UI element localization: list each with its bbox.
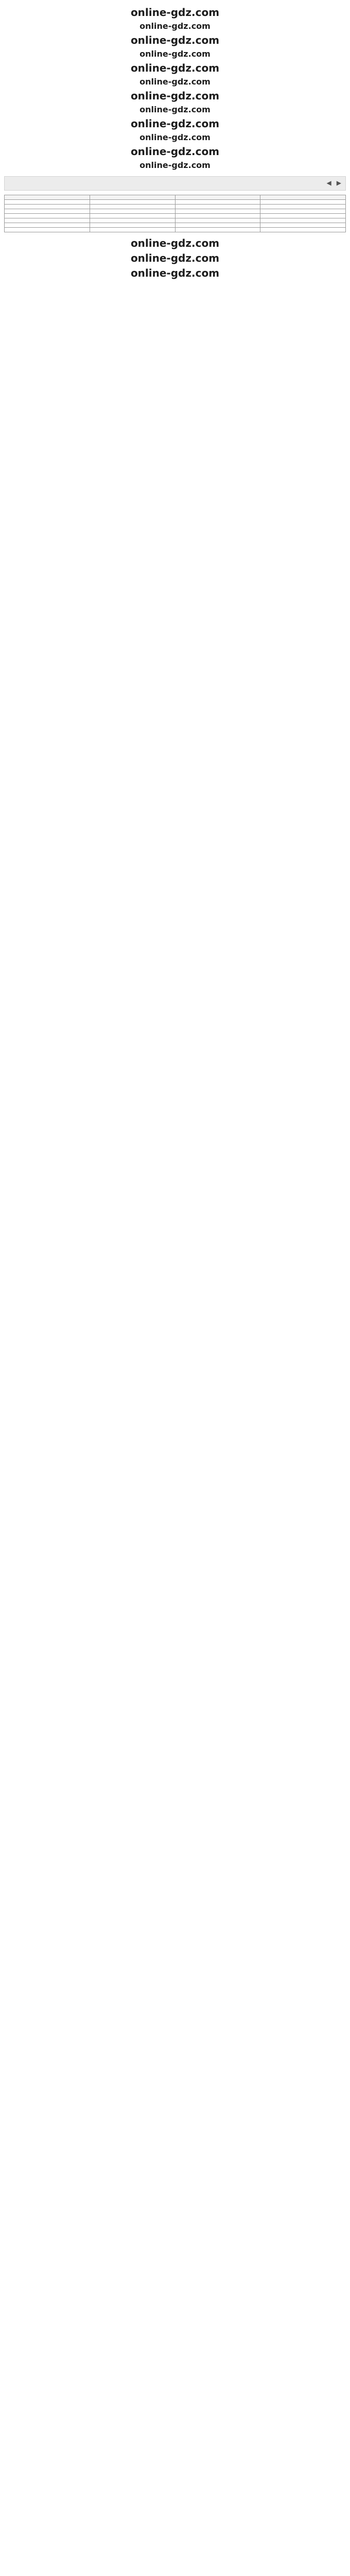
table-cell bbox=[175, 228, 260, 232]
page bbox=[0, 0, 350, 295]
table-row bbox=[5, 223, 346, 228]
answers-toolbar bbox=[4, 176, 346, 191]
table-cell bbox=[90, 223, 175, 228]
table-cell bbox=[5, 218, 90, 223]
table-row bbox=[5, 228, 346, 232]
table-cell bbox=[90, 209, 175, 214]
table-cell bbox=[90, 214, 175, 218]
table-cell bbox=[5, 200, 90, 205]
table-cell bbox=[90, 205, 175, 209]
watermark-text: online-gdz.com bbox=[130, 117, 220, 130]
table-row bbox=[5, 209, 346, 214]
table-cell bbox=[260, 223, 346, 228]
table-row bbox=[5, 218, 346, 223]
watermark-text: online-gdz.com bbox=[130, 252, 220, 264]
arrow-right-icon[interactable]: ▶ bbox=[336, 179, 341, 187]
watermark-text: online-gdz.com bbox=[139, 49, 211, 59]
table-cell bbox=[5, 214, 90, 218]
table-cell bbox=[90, 228, 175, 232]
table-cell bbox=[5, 205, 90, 209]
table-header-row bbox=[5, 195, 346, 200]
table-cell bbox=[260, 209, 346, 214]
comparison-table bbox=[4, 195, 346, 232]
watermark-text: online-gdz.com bbox=[139, 132, 211, 142]
table-row bbox=[5, 205, 346, 209]
table-cell bbox=[5, 228, 90, 232]
watermark-text: online-gdz.com bbox=[139, 77, 211, 87]
watermark-text: online-gdz.com bbox=[130, 145, 220, 158]
table-row bbox=[5, 200, 346, 205]
table-header-cell bbox=[90, 195, 175, 200]
table-cell bbox=[5, 209, 90, 214]
watermark-text: online-gdz.com bbox=[130, 90, 220, 102]
table-header-cell bbox=[175, 195, 260, 200]
table-cell bbox=[175, 214, 260, 218]
watermark-text: online-gdz.com bbox=[130, 34, 220, 46]
table-cell bbox=[175, 223, 260, 228]
table-cell bbox=[5, 223, 90, 228]
table-cell bbox=[260, 218, 346, 223]
table-cell bbox=[260, 228, 346, 232]
table-header-cell bbox=[260, 195, 346, 200]
table-header-cell bbox=[5, 195, 90, 200]
final-text bbox=[4, 238, 346, 279]
watermark-text: online-gdz.com bbox=[139, 105, 211, 114]
watermark-text: online-gdz.com bbox=[139, 21, 211, 31]
table-cell bbox=[260, 205, 346, 209]
watermark-text: online-gdz.com bbox=[139, 160, 211, 170]
watermark-text: online-gdz.com bbox=[130, 237, 220, 249]
table-cell bbox=[175, 200, 260, 205]
watermark-text: online-gdz.com bbox=[130, 62, 220, 74]
table-cell bbox=[90, 218, 175, 223]
arrow-left-icon[interactable]: ◀ bbox=[326, 179, 331, 187]
table-cell bbox=[260, 200, 346, 205]
table-cell bbox=[175, 205, 260, 209]
watermark-text: online-gdz.com bbox=[130, 267, 220, 279]
table-cell bbox=[260, 214, 346, 218]
table-cell bbox=[90, 200, 175, 205]
watermark-text: online-gdz.com bbox=[130, 6, 220, 19]
essay-text bbox=[4, 7, 346, 170]
table-body bbox=[5, 200, 346, 232]
table-row bbox=[5, 214, 346, 218]
table-cell bbox=[175, 209, 260, 214]
table-cell bbox=[175, 218, 260, 223]
